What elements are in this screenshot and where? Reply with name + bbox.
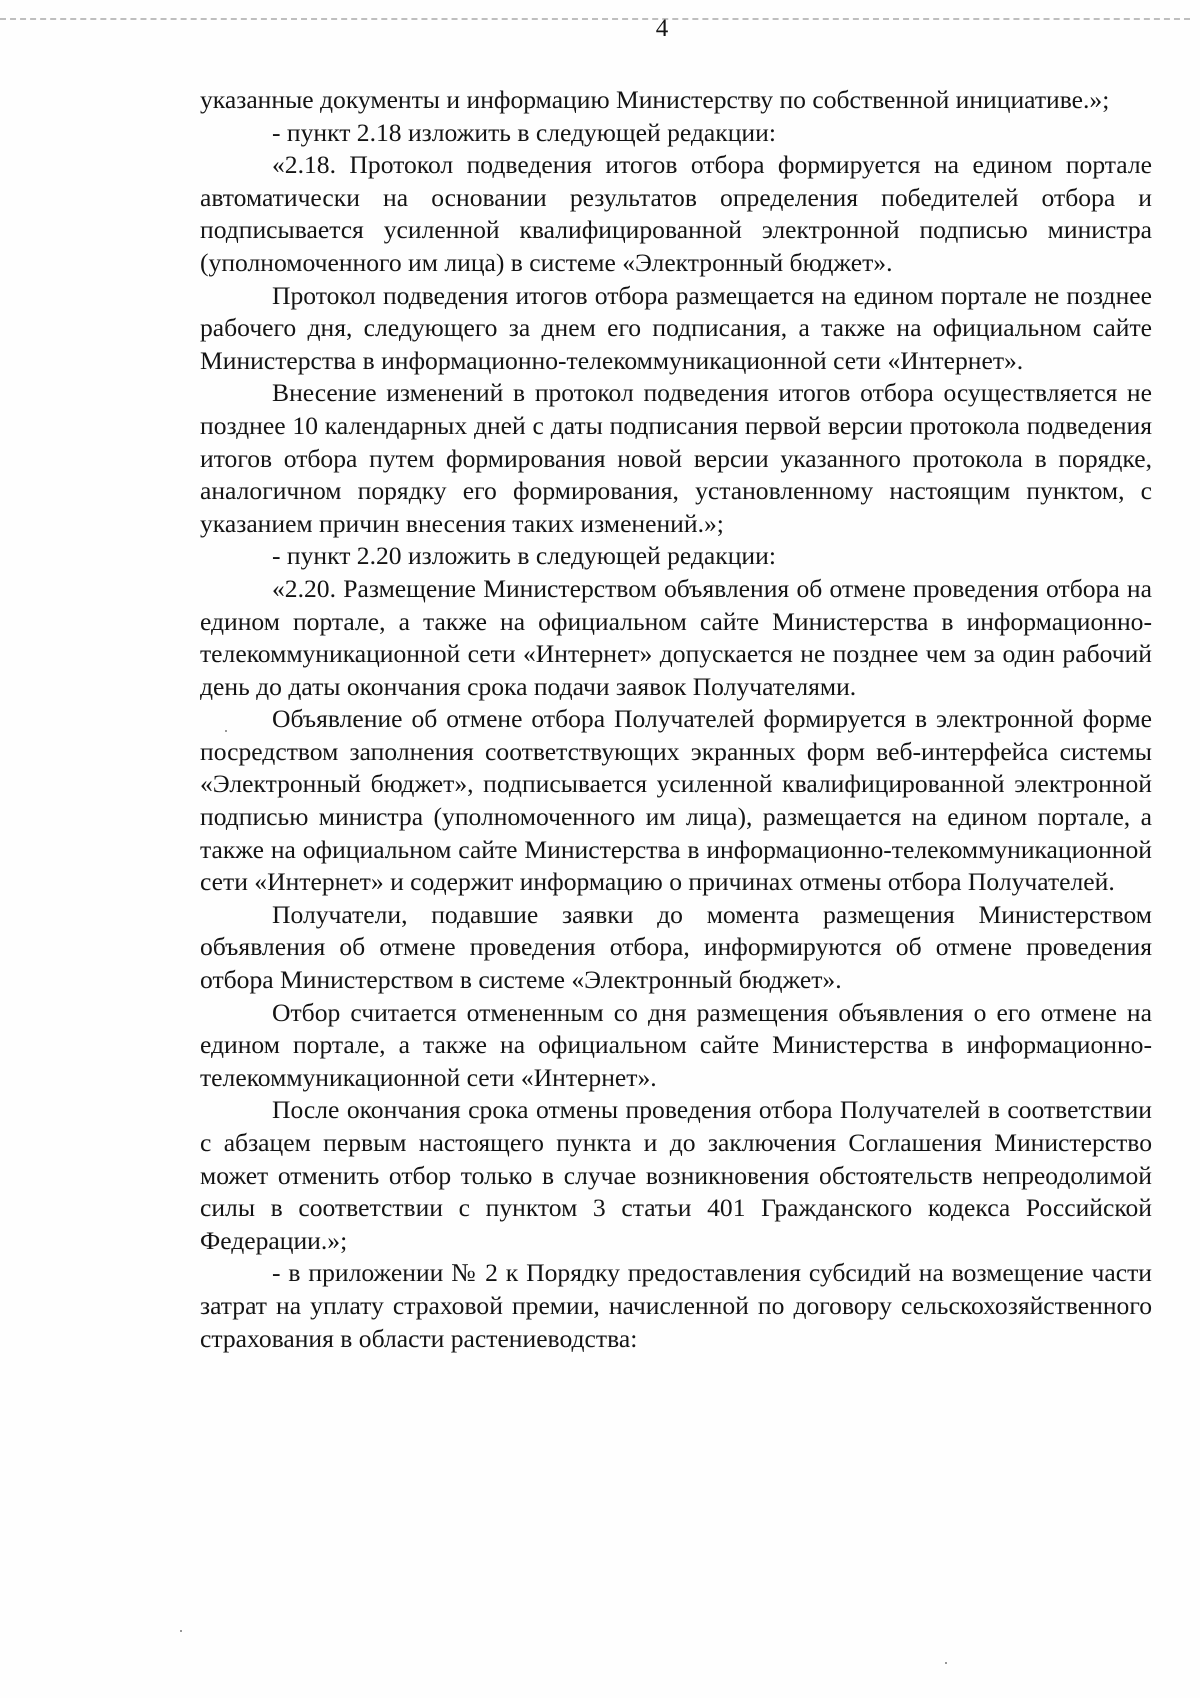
paragraph: Отбор считается отмененным со дня размещения объявления о его отмене на едином портале, а также на официальном сайте Министерства в информационно-телекоммуникационной сети «Интернет». (200, 997, 1152, 1092)
paragraph: Объявление об отмене отбора Получателей формируется в электронной форме посредством заполнения соответствующих экранных форм веб-интерфейса системы «Электронный бюджет», подписывается усиленной квалифицированной электронной подписью министра (уполномоченного им лица), размещается на едином портале, а также на официальном сайте Министерства в информационно-телекоммуникационной сети «Интернет» и содержит информацию о причинах отмены отбора Получателей. (200, 704, 1152, 897)
scan-speck (945, 1662, 947, 1664)
paragraph: Протокол подведения итогов отбора размещается на едином портале не позднее рабочего дня, следующего за днем его подписания, а также на официальном сайте Министерства в информационно-телекоммуникационной сети «Интернет». (200, 280, 1152, 375)
paragraph: указанные документы и информацию Министерству по собственной инициативе.»; (200, 85, 1110, 114)
paragraph: - пункт 2.18 изложить в следующей редакции: (272, 117, 776, 147)
scan-speck (225, 730, 227, 732)
paragraph: «2.20. Размещение Министерством объявления об отмене проведения отбора на едином портале, а также на официальном сайте Министерства в информационно-телекоммуникационной сети «Интернет» допускается не позднее чем за один рабочий день до даты окончания срока подачи заявок Получателями. (200, 573, 1152, 701)
paragraph: Внесение изменений в протокол подведения итогов отбора осуществляется не позднее 10 календарных дней с даты подписания первой версии протокола подведения итогов отбора путем формирования новой версии указанного протокола в порядке, аналогичном порядку его формирования, установленному настоящим пунктом, с указанием причин внесения таких изменений.»; (200, 378, 1152, 538)
paragraph: После окончания срока отмены проведения отбора Получателей в соответствии с абзацем первым настоящего пункта и до заключения Соглашения Министерство может отменить отбор только в случае возникновения обстоятельств непреодолимой силы в соответствии с пунктом 3 статьи 401 Гражданского кодекса Российской Федерации.»; (200, 1095, 1152, 1255)
paragraph: - в приложении № 2 к Порядку предоставления субсидий на возмещение части затрат на уплату страховой премии, начисленной по договору сельскохозяйственного страхования в области растениеводства: (200, 1258, 1152, 1353)
paragraph: - пункт 2.20 изложить в следующей редакции: (272, 541, 776, 571)
paragraph: «2.18. Протокол подведения итогов отбора формируется на едином портале автоматически на основании результатов определения победителей отбора и подписывается усиленной квалифицированной электронной подписью министра (уполномоченного им лица) в системе «Электронный бюджет». (200, 150, 1152, 277)
paragraph: Получатели, подавшие заявки до момента размещения Министерством объявления об отмене проведения отбора, информируются об отмене проведения отбора Министерством в системе «Электронный бюджет». (200, 899, 1152, 995)
document-body (200, 84, 1152, 1355)
scan-speck (180, 1630, 182, 1632)
page-number: 4 (655, 15, 669, 42)
